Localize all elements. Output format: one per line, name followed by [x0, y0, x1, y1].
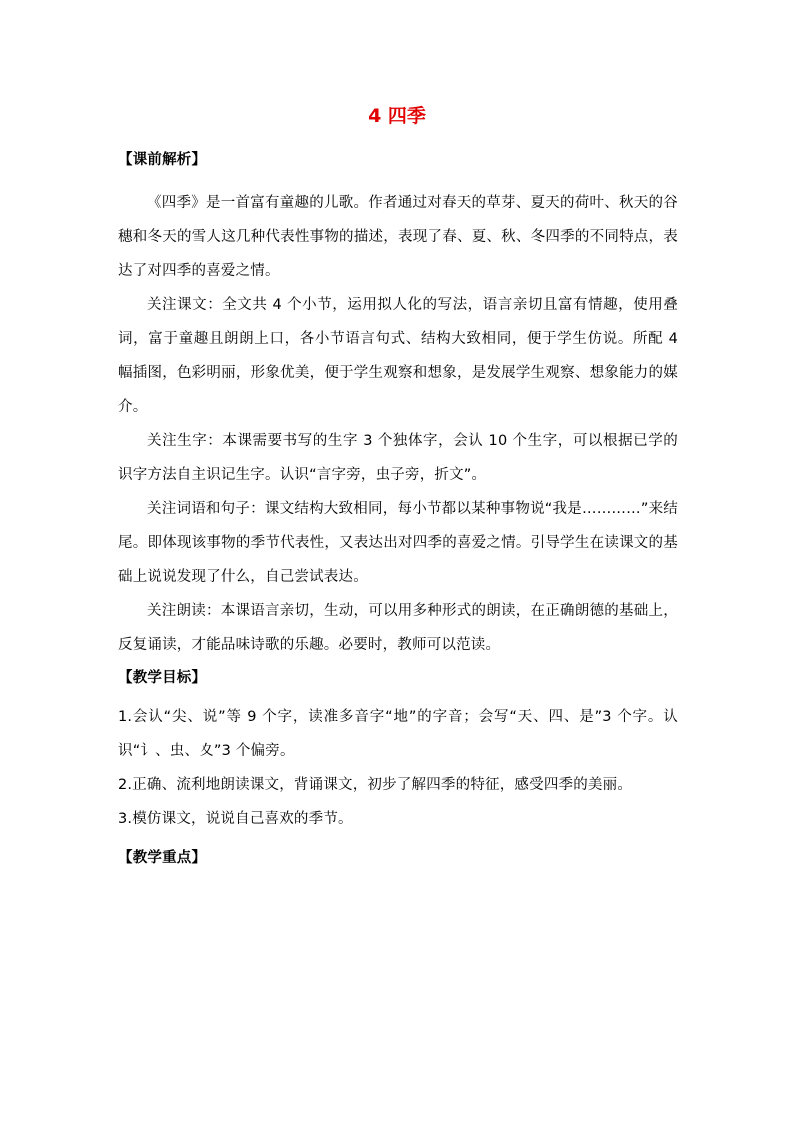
section-heading-goals: 【教学目标】 [118, 670, 207, 686]
goal-item: 3.模仿课文，说说自己喜欢的季节。 [118, 811, 353, 827]
section-heading-analysis: 【课前解析】 [118, 152, 207, 168]
analysis-paragraph: 关注生字：本课需要书写的生字 3 个独体字，会认 10 个生字，可以根据已学的识字方法自主识记生字。认识“言字旁，虫子旁，折文”。 [118, 433, 678, 483]
section-heading-focus: 【教学重点】 [118, 850, 207, 866]
document-body [118, 144, 678, 874]
analysis-paragraph: 关注词语和句子：课文结构大致相同，每小节都以某种事物说“我是…………”来结尾。即体现该事物的季节代表性，又表达出对四季的喜爱之情。引导学生在读课文的基础上说说发现了什么，自己尝试表达。 [118, 501, 678, 585]
analysis-paragraph: 《四季》是一首富有童趣的儿歌。作者通过对春天的草芽、夏天的荷叶、秋天的谷穗和冬天的雪人这几种代表性事物的描述，表现了春、夏、秋、冬四季的不同特点，表达了对四季的喜爱之情。 [118, 195, 678, 279]
analysis-paragraph: 关注课文：全文共 4 个小节，运用拟人化的写法，语言亲切且富有情趣，使用叠词，富于童趣且朗朗上口，各小节语言句式、结构大致相同，便于学生仿说。所配 4 幅插图，色彩明丽，形象优美，便于学生观察和想象，是发展学生观察、想象能力的媒介。 [118, 297, 678, 415]
page-title: 4 四季 [368, 105, 426, 127]
goal-item: 2.正确、流利地朗读课文，背诵课文，初步了解四季的特征，感受四季的美丽。 [118, 777, 633, 793]
goal-item: 1.会认“尖、说”等 9 个字，读准多音字“地”的字音；会写“天、四、是”3 个字。认识“讠、虫、夊”3 个偏旁。 [118, 709, 678, 759]
analysis-paragraph: 关注朗读：本课语言亲切，生动，可以用多种形式的朗读，在正确朗德的基础上，反复诵读，才能品味诗歌的乐趣。必要时，教师可以范读。 [118, 603, 678, 653]
